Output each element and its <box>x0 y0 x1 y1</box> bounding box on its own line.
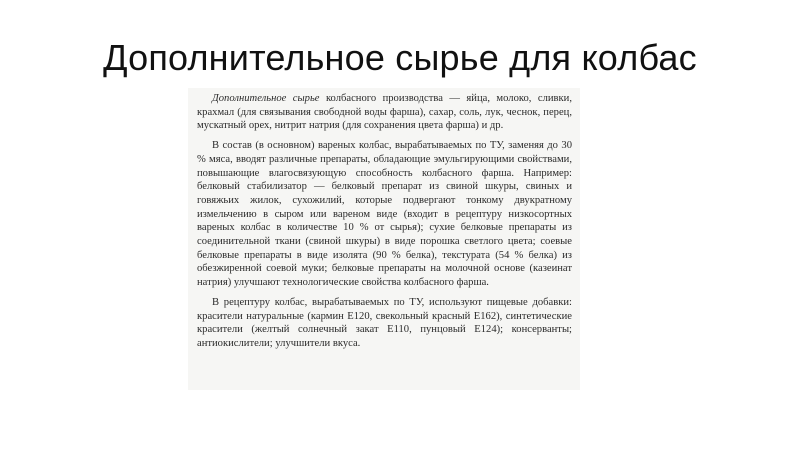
paragraph-text: колбасного производства — яйца, молоко, сливки, крахмал (для связывания свободной воды фарша), сахар, соль, лук, чеснок, перец, мускатный орех, нитрит натрия (для сохранения цвета фарша) и др. <box>197 93 573 132</box>
scanned-text-image <box>188 88 580 390</box>
slide-title: Дополнительное сырье для колбас <box>103 37 697 78</box>
paragraph-food-additives: В рецептуру колбас, вырабатываемых по ТУ, используют пищевые добавки: красители натуральные (кармин Е120, свекольный красный Е162), синтетические красители (желтый солнечный закат Е110, пунцовый Е124); консерванты; антиокислители; улучшители вкуса. <box>197 296 572 349</box>
paragraph-additional-raw-materials <box>197 92 572 133</box>
paragraph-protein-preparations: В состав (в основном) вареных колбас, вырабатываемых по ТУ, заменяя до 30 % мяса, вводят различные препараты, обладающие эмульгирующими свойствами, повышающие влагосвязующую способность колбасного фарша. Например: белковый стабилизатор — белковый препарат из свиной шкуры, свиных и говяжьих жилок, сухожилий, которые подвергают тонкому двукратному измельчению в сыром или вареном виде (входит в рецептуру низкосортных вареных колбас в количестве 10 % от сырья); сухие белковые препараты из соединительной ткани (свиной шкуры) в виде порошка светлого цвета; соевые белковые препараты в виде изолята (90 % белка), текстурата (54 % белка) из обезжиренной соевой муки; белковые препараты на молочной основе (казеинат натрия) улучшают технологические свойства колбасного фарша. <box>197 140 572 289</box>
italic-term: Дополнительное сырье <box>212 93 320 104</box>
